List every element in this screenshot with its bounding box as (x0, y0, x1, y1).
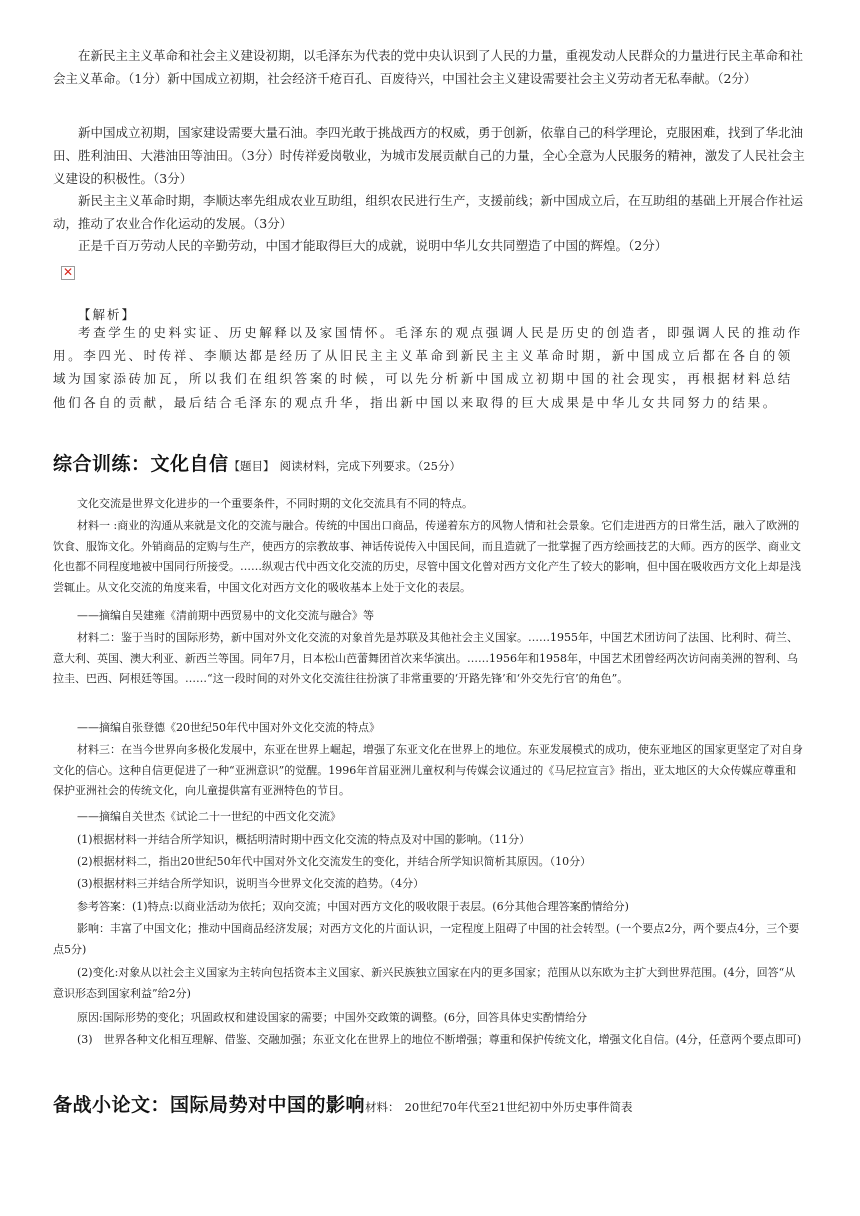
answer-2-reasons: 原因:国际形势的变化；巩固政权和建设国家的需要；中国外交政策的调整。(6分，回答具体史实酌情给分 (77, 1011, 587, 1024)
answer-3-trends: (3) 世界各种文化相互理解、借鉴、交融加强；东亚文化在世界上的地位不断增强；尊重和保护传统文化，增强文化自信。(4分，任意两个要点即可) (77, 1033, 802, 1046)
question-3: (3)根据材料三并结合所学知识，说明当今世界文化交流的趋势。（4分） (77, 877, 425, 890)
material-one-source: ——摘编自吴建雍《清前期中西贸易中的文化交流与融合》等 (77, 609, 374, 622)
section-heading-essay (53, 1090, 633, 1117)
material-intro: 文化交流是世界文化进步的一个重要条件，不同时期的文化交流具有不同的特点。 (77, 497, 473, 510)
answer-2-changes: (2)变化:对象从以社会主义国家为主转向包括资本主义国家、新兴民族独立国家在内的更多国家；范围从以东欧为主扩大到世界范围。(4分，回答“从意识形态到国家利益”给2分) (53, 966, 796, 1000)
broken-image-icon: ✕ (63, 265, 74, 279)
section-heading-culture (53, 449, 461, 476)
answer-paragraph-4: 正是千百万劳动人民的辛勤劳动，中国才能取得巨大的成就，说明中华儿女共同塑造了中国的辉煌。（2分） (78, 238, 668, 253)
material-label: 材料： (365, 1100, 400, 1114)
material-three: 材料三：在当今世界向多极化发展中，东亚在世界上崛起，增强了东亚文化在世界上的地位。东亚发展模式的成功，使东亚地区的国家更坚定了对自身文化的信心。这种自信更促进了一种“亚洲意识”的觉醒。1996年首届亚洲儿童权利与传媒会议通过的《马尼拉宣言》指出，亚太地区的大众传媒应尊重和保护亚洲社会的传统文化，向儿童提供富有亚洲特色的节目。 (53, 743, 803, 797)
question-tag: 【题目】 (228, 459, 275, 473)
question-instruction: 阅读材料，完成下列要求。（25分） (279, 459, 461, 473)
material-two: 材料二：鉴于当时的国际形势，新中国对外文化交流的对象首先是苏联及其他社会主义国家。……1955年，中国艺术团访问了法国、比利时、荷兰、意大利、英国、澳大利亚、新西兰等国。同年7月，日本松山芭蕾舞团首次来华演出。……1956年和1958年，中国艺术团曾经两次访问南美洲的智利、乌拉圭、巴西、阿根廷等国。……“这一段时间的对外文化交流往往扮演了非常重要的‘开路先锋’和‘外交先行官’的角色”。 (53, 631, 798, 685)
material-text: 20世纪70年代至21世纪初中外历史事件简表 (404, 1100, 633, 1114)
material-two-source: ——摘编自张登德《20世纪50年代中国对外文化交流的特点》 (77, 721, 380, 734)
answer-1-features: 参考答案：(1)特点:以商业活动为依托；双向交流；中国对西方文化的吸收限于表层。(6分其他合理答案酌情给分) (77, 900, 629, 913)
answer-paragraph-2: 新中国成立初期，国家建设需要大量石油。李四光敢于挑战西方的权威，勇于创新，依靠自己的科学理论，克服困难，找到了华北油田、胜利油田、大港油田等油田。（3分）时传祥爱岗敬业，为城市发展贡献自己的力量，全心全意为人民服务的精神，激发了人民社会主义建设的积极性。（3分） (53, 125, 805, 186)
answer-paragraph-3: 新民主主义革命时期，李顺达率先组成农业互助组，组织农民进行生产，支援前线；新中国成立后，在互助组的基础上开展合作社运动，推动了农业合作化运动的发展。（3分） (53, 193, 804, 231)
answer-1-impact: 影响：丰富了中国文化；推动中国商品经济发展；对西方文化的片面认识，一定程度上阻碍了中国的社会转型。(一个要点2分，两个要点4分，三个要点5分) (53, 922, 800, 956)
material-three-source: ——摘编自关世杰《试论二十一世纪的中西文化交流》 (77, 810, 341, 823)
section-title-culture: 综合训练：文化自信 (53, 453, 229, 475)
answer-paragraph-1: 在新民主主义革命和社会主义建设初期，以毛泽东为代表的党中央认识到了人民的力量，重视发动人民群众的力量进行民主革命和社会主义革命。（1分）新中国成立初期，社会经济千疮百孔、百废待兴，中国社会主义建设需要社会主义劳动者无私奉献。（2分） (53, 48, 804, 86)
analysis-body: 考查学生的史料实证、历史解释以及家国情怀。毛泽东的观点强调人民是历史的创造者，即强调人民的推动作用。李四光、时传祥、李顺达都是经历了从旧民主主义革命到新民主主义革命时期，新中国成立后都在各自的领域为国家添砖加瓦，所以我们在组织答案的时候，可以先分析新中国成立初期中国的社会现实，再根据材料总结他们各自的贡献，最后结合毛泽东的观点升华，指出新中国以来取得的巨大成果是中华儿女共同努力的结果。 (53, 325, 803, 410)
question-2: (2)根据材料二，指出20世纪50年代中国对外文化交流发生的变化，并结合所学知识简析其原因。（10分） (77, 855, 592, 868)
question-1: (1)根据材料一并结合所学知识，概括明清时期中西文化交流的特点及对中国的影响。（11分） (77, 833, 531, 846)
material-one: 材料一 :商业的沟通从来就是文化的交流与融合。传统的中国出口商品，传递着东方的风物人情和社会景象。它们走进西方的日常生活，融入了欧洲的饮食、服饰文化。外销商品的定购与生产，使西方的宗教故事、神话传说传入中国民间，而且造就了一批掌握了西方绘画技艺的大师。西方的医学、商业文化也都不同程度地被中国同行所接受。……纵观古代中西文化交流的历史，尽管中国文化曾对西方文化产生了较大的影响，但中国在吸收西方文化上却是浅尝辄止。从文化交流的角度来看，中国文化对西方文化的吸收基本上处于文化的表层。 (53, 519, 801, 594)
analysis-heading: 【解析】 (78, 307, 137, 322)
section-title-essay: 备战小论文：国际局势对中国的影响 (53, 1094, 366, 1116)
